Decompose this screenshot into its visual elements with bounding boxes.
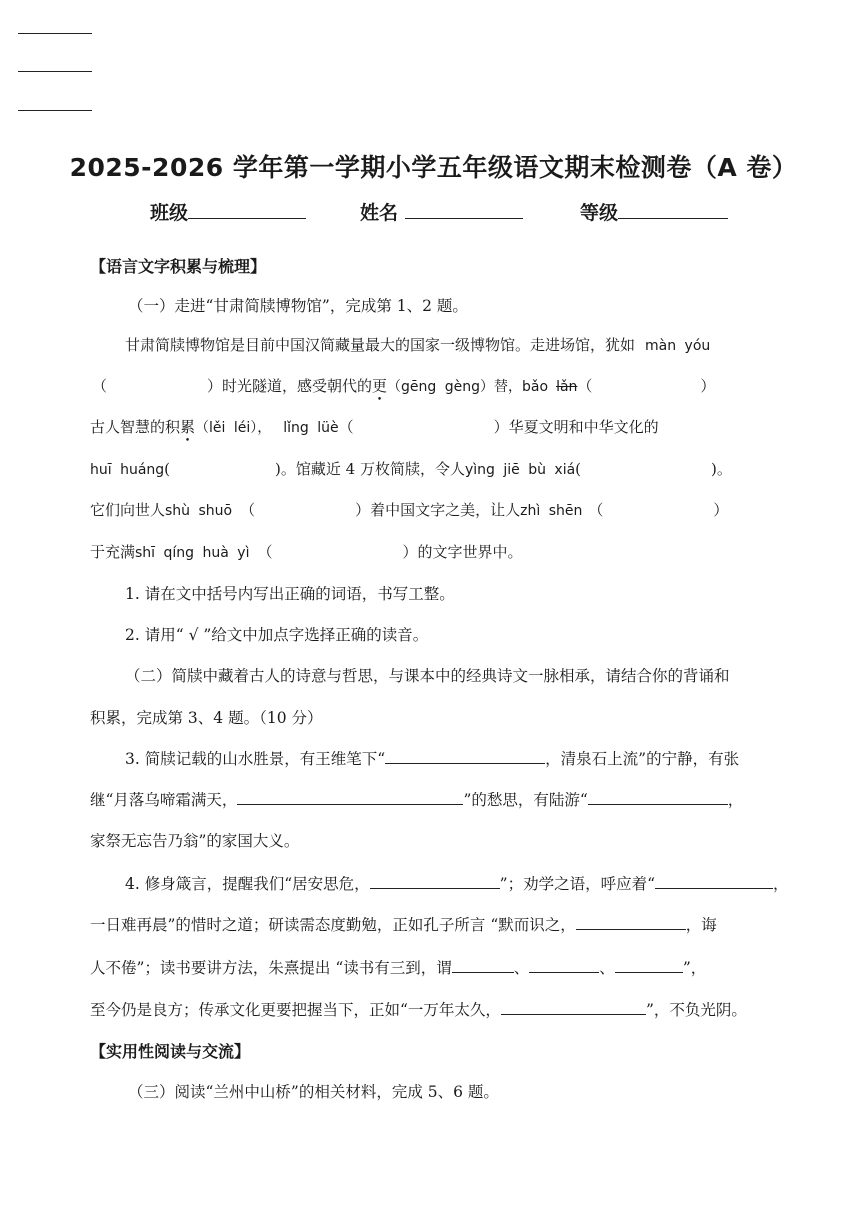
bracket-open: （ [338,418,354,436]
part2-heading-a: （二）简牍中藏着古人的诗意与哲思，与课本中的经典诗文一脉相承，请结合你的背诵和 [125,667,730,685]
passage-text: 于充满 [90,543,136,561]
bracket-open: （ [588,501,604,519]
name-field [360,198,523,225]
name-label: 姓名 [360,202,399,224]
question-text: ”， [682,959,707,977]
passage-text: )。馆藏近 4 万枚简牍，令人 [275,460,465,478]
pinyin: huī huáng [90,462,165,478]
bracket-close: )。 [711,460,732,478]
question-text: 人不倦”；读书要讲方法，朱熹提出 “读书有三到，谓 [90,959,452,977]
question-3-line-1 [125,747,739,769]
question-text: ”的愁思，有陆游“ [463,791,588,809]
question-1: 1. 请在文中括号内写出正确的词语，书写工整。 [125,585,455,603]
passage-text: ）着中国文字之美，让人 [355,501,521,519]
pinyin: shù shuō [165,503,233,519]
passage-text: 它们向世人 [90,501,166,519]
class-field [150,198,306,225]
grade-blank[interactable] [618,200,728,219]
pinyin: màn yóu [645,338,711,354]
exam-title: 2025-2026 学年第一学期小学五年级语文期末检测卷（A 卷） [69,153,798,182]
grade-field [580,198,728,225]
answer-line[interactable] [615,958,683,973]
answer-line[interactable] [655,874,773,889]
answer-line[interactable] [576,915,686,930]
bracket-open: ( [164,460,171,478]
question-text: ，诲 [685,916,717,934]
answer-line[interactable] [501,1000,646,1015]
part2-heading-b: 积累，完成第 3、4 题。（10 分） [90,709,323,727]
question-4-line-3 [90,956,706,978]
passage-line-1 [125,334,710,355]
question-text: 继“月落乌啼霜满天， [90,791,238,809]
answer-line[interactable] [385,749,545,764]
answer-line[interactable] [529,958,599,973]
question-text: ， [773,875,789,893]
question-text: 一日难再晨”的惜时之道；研读需态度勤勉，正如孔子所言 “默而识之， [90,916,576,934]
passage-line-4 [90,458,732,479]
dotted-char: 累 [180,418,196,436]
passage-line-2 [92,375,715,396]
passage-text: ）的文字世界中。 [402,543,523,561]
pinyin-choice[interactable]: （gēng gèng）替， [387,379,523,395]
binding-line-3 [18,110,92,111]
part3-heading: （三）阅读“兰州中山桥”的相关材料，完成 5、6 题。 [128,1083,499,1101]
bracket-open: （ [577,377,593,395]
pinyin: zhì shēn [520,503,583,519]
bracket-open: （ [92,377,108,395]
binding-line-2 [18,71,92,72]
bracket-open: （ [257,543,273,561]
dotted-char: 更 [372,377,388,395]
question-4-line-2 [90,913,717,935]
passage-text: ）时光隧道，感受朝代的 [207,377,373,395]
section-heading-2: 【实用性阅读与交流】 [90,1042,251,1061]
bracket-close: ） [700,377,716,395]
question-text: ”，不负光阴。 [645,1001,747,1019]
question-text: ”；劝学之语，呼应着“ [499,875,656,893]
name-blank[interactable] [405,200,523,219]
class-label: 班级 [150,202,189,224]
question-4-line-4 [90,998,747,1020]
question-text: 、 [513,959,530,977]
pinyin: bǎo [522,379,549,395]
section-heading-1: 【语言文字积累与梳理】 [90,257,267,276]
question-text: 、 [599,959,615,977]
passage-text: 古人智慧的积 [90,418,181,436]
bracket-open: （ [240,501,256,519]
passage-text: ）华夏文明和中华文化的 [493,418,659,436]
question-3-line-2 [90,788,743,810]
binding-line-1 [18,33,92,34]
question-4-line-1 [125,872,789,894]
pinyin-choice[interactable]: （lěi léi）， [195,420,272,436]
pinyin: lǎn [556,379,578,395]
passage-line-6 [90,541,523,562]
answer-line[interactable] [370,874,500,889]
pinyin: yìng jiē bù xiá [464,462,576,478]
answer-line[interactable] [588,790,728,805]
question-text: ，清泉石上流”的宁静，有张 [545,750,740,768]
class-blank[interactable] [188,200,306,219]
question-text: ， [727,791,744,809]
bracket-close: ） [713,501,729,519]
question-text: 3. 简牍记载的山水胜景，有王维笔下“ [125,750,386,768]
question-3-line-3: 家祭无忘告乃翁”的家国大义。 [90,832,300,850]
answer-line[interactable] [452,958,514,973]
pinyin: shī qíng huà yì [135,545,250,561]
grade-label: 等级 [580,202,619,224]
passage-line-5 [90,499,728,520]
question-text: 4. 修身箴言，提醒我们“居安思危， [125,875,370,893]
question-text: 至今仍是良方；传承文化更要把握当下，正如“一万年太久， [90,1001,501,1019]
part1-heading: （一）走进“甘肃简牍博物馆”，完成第 1、2 题。 [128,297,468,315]
bracket-open: ( [575,460,582,478]
passage-line-3 [90,416,659,437]
answer-line[interactable] [237,790,463,805]
question-2: 2. 请用“ √ ”给文中加点字选择正确的读音。 [125,626,429,644]
pinyin: lǐng lüè [283,420,339,436]
passage-text: 甘肃简牍博物馆是目前中国汉简藏量最大的国家一级博物馆。走进场馆，犹如 [125,336,636,354]
